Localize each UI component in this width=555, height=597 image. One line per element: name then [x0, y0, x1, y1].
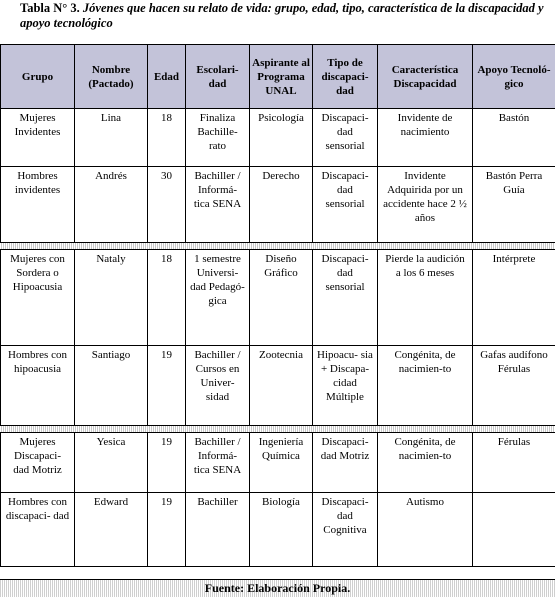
header-cell: Edad	[148, 45, 186, 109]
table-cell: Bastón Perra Guía	[473, 167, 555, 243]
table-cell: Mujeres Invidentes	[1, 109, 75, 167]
table-cell: Santiago	[75, 346, 148, 426]
header-cell: Característica Discapacidad	[378, 45, 473, 109]
table-row	[1, 433, 555, 493]
table-cell: Gafas audífono Férulas	[473, 346, 555, 426]
header-cell: Escolari- dad	[186, 45, 250, 109]
section-divider	[1, 243, 555, 250]
table-cell: Invidente Adquirida por un accidente hace 2 ½ años	[378, 167, 473, 243]
table-cell: Yesica	[75, 433, 148, 493]
table-cell: 18	[148, 250, 186, 346]
table-cell	[473, 493, 555, 567]
table-cell: Bachiller	[186, 493, 250, 567]
table-cell: Edward	[75, 493, 148, 567]
caption-lead: Tabla N° 3.	[20, 1, 80, 15]
table-row	[1, 346, 555, 426]
table-cell: Férulas	[473, 433, 555, 493]
header-cell: Aspirante al Programa UNAL	[250, 45, 313, 109]
table-cell: Congénita, de nacimien-to	[378, 346, 473, 426]
table-cell: Bachiller / Informá- tica SENA	[186, 433, 250, 493]
header-cell: Nombre (Pactado)	[75, 45, 148, 109]
table-cell: Andrés	[75, 167, 148, 243]
table-cell: Bastón	[473, 109, 555, 167]
caption-title: Jóvenes que hacen su relato de vida: grupo, edad, tipo, característica de la discapacidad y apoyo tecnológico	[20, 1, 544, 30]
table-cell: Bachiller / Cursos en Univer- sidad	[186, 346, 250, 426]
table-cell: Mujeres Discapaci- dad Motriz	[1, 433, 75, 493]
table-cell: 19	[148, 346, 186, 426]
section-divider	[1, 426, 555, 433]
table-cell: Pierde la audición a los 6 meses	[378, 250, 473, 346]
table-cell: Lina	[75, 109, 148, 167]
table-row	[1, 167, 555, 243]
table-cell: 30	[148, 167, 186, 243]
table-cell: Finaliza Bachille- rato	[186, 109, 250, 167]
table-cell: 18	[148, 109, 186, 167]
table-cell: Discapaci- dad sensorial	[313, 250, 378, 346]
table-cell: Biología	[250, 493, 313, 567]
header-cell: Apoyo Tecnoló- gico	[473, 45, 555, 109]
header-row	[1, 45, 555, 109]
table-cell: Invidente de nacimiento	[378, 109, 473, 167]
table-cell: Psicología	[250, 109, 313, 167]
table-row	[1, 493, 555, 567]
header-cell: Grupo	[1, 45, 75, 109]
table-cell: Discapaci- dad Motriz	[313, 433, 378, 493]
table-cell: 19	[148, 433, 186, 493]
table-row	[1, 250, 555, 346]
table-cell: Hombres con hipoacusia	[1, 346, 75, 426]
table-cell: Ingeniería Química	[250, 433, 313, 493]
table-cell: Intérprete	[473, 250, 555, 346]
table-cell: Discapaci- dad Cognitiva	[313, 493, 378, 567]
table-cell: Derecho	[250, 167, 313, 243]
profiles-table	[0, 44, 555, 567]
table-row	[1, 109, 555, 167]
table-caption	[20, 1, 550, 31]
table-cell: Discapaci- dad sensorial	[313, 109, 378, 167]
table-cell: Bachiller / Informá- tica SENA	[186, 167, 250, 243]
table-cell: Hombres invidentes	[1, 167, 75, 243]
table-cell: Zootecnia	[250, 346, 313, 426]
table-cell: Mujeres con Sordera o Hipoacusia	[1, 250, 75, 346]
table-cell: Autismo	[378, 493, 473, 567]
header-cell: Tipo de discapaci- dad	[313, 45, 378, 109]
table-cell: Congénita, de nacimien-to	[378, 433, 473, 493]
table-cell: Hombres con discapaci- dad	[1, 493, 75, 567]
table-cell: Nataly	[75, 250, 148, 346]
source-note: Fuente: Elaboración Propia.	[0, 579, 555, 597]
table-cell: 19	[148, 493, 186, 567]
table-cell: 1 semestre Universi- dad Pedagó- gica	[186, 250, 250, 346]
table-cell: Diseño Gráfico	[250, 250, 313, 346]
table-cell: Discapaci- dad sensorial	[313, 167, 378, 243]
table-cell: Hipoacu- sia + Discapa- cidad Múltiple	[313, 346, 378, 426]
